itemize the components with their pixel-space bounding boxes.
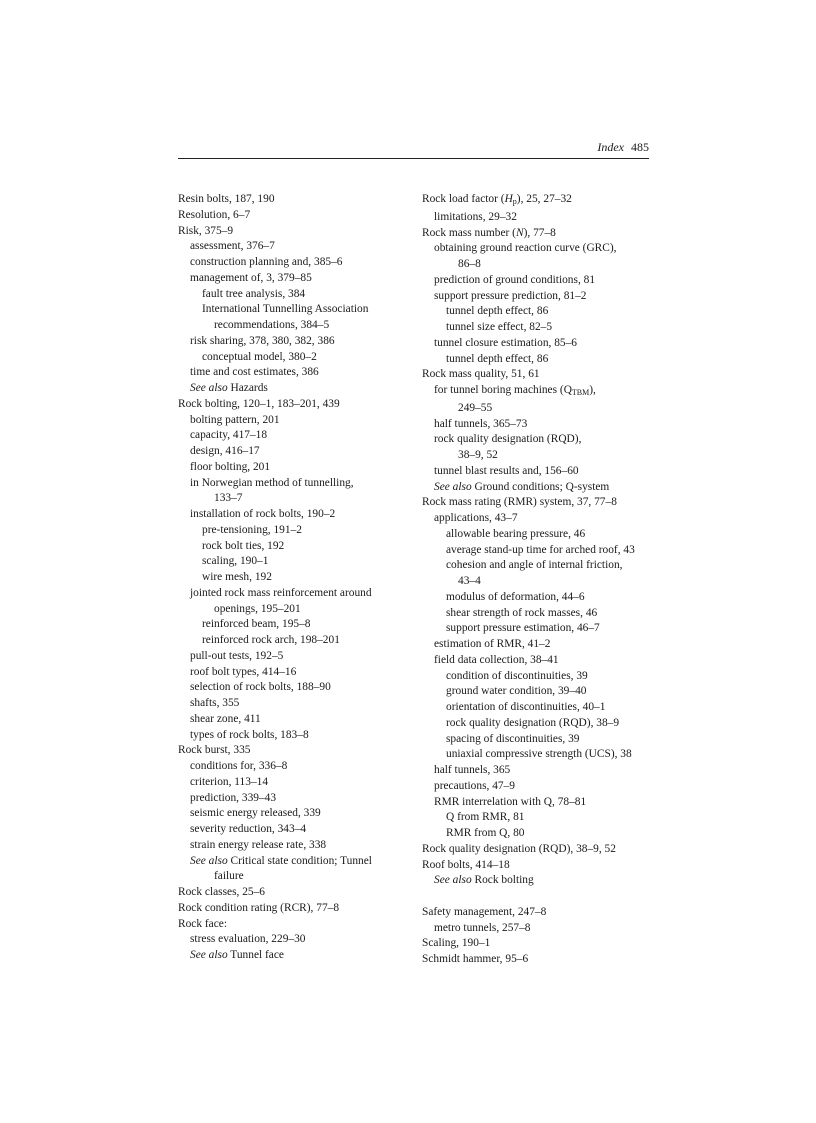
entry-italic: H	[504, 193, 513, 205]
entry-text: metro tunnels, 257–8	[434, 921, 531, 934]
entry-text: applications, 43–7	[434, 512, 518, 524]
index-entry	[422, 448, 652, 464]
index-entry	[422, 873, 652, 889]
index-entry	[422, 810, 652, 826]
index-entry	[178, 948, 410, 964]
index-entry	[178, 397, 410, 413]
entry-text: RMR from Q, 80	[446, 827, 525, 839]
entry-text: prediction, 339–43	[190, 791, 277, 804]
index-entry	[422, 527, 652, 543]
index-entry	[178, 806, 410, 822]
entry-text: Tunnel face	[227, 949, 284, 961]
entry-text: bolting pattern, 201	[190, 413, 280, 426]
entry-text: precautions, 47–9	[434, 779, 515, 792]
entry-text: jointed rock mass reinforcement around	[190, 586, 372, 599]
index-entry	[178, 633, 410, 649]
index-entry	[422, 795, 652, 811]
index-entry	[422, 732, 652, 748]
index-entry	[178, 271, 410, 287]
entry-text: RMR interrelation with Q, 78–81	[434, 795, 587, 808]
index-entry	[178, 665, 410, 681]
index-entry	[178, 350, 410, 366]
entry-text: support pressure prediction, 81–2	[434, 289, 587, 302]
index-entry	[178, 680, 410, 696]
index-entry	[178, 728, 410, 744]
entry-text: Schmidt hammer, 95–6	[422, 953, 529, 965]
entry-text: installation of rock bolts, 190–2	[190, 508, 336, 520]
index-entry	[178, 460, 410, 476]
index-entry	[178, 302, 410, 318]
entry-text: tunnel closure estimation, 85–6	[434, 336, 577, 349]
entry-text: Rock condition rating (RCR), 77–8	[178, 901, 340, 914]
entry-text: Rock quality designation (RQD), 38–9, 52	[422, 842, 616, 855]
entry-text: average stand-up time for arched roof, 43	[446, 543, 635, 556]
entry-text: management of, 3, 379–85	[190, 271, 312, 284]
entry-text: pull-out tests, 192–5	[190, 649, 284, 662]
page-number: 485	[631, 140, 649, 154]
index-entry	[422, 432, 652, 448]
index-entry	[178, 428, 410, 444]
entry-text: International Tunnelling Association	[202, 303, 369, 316]
entry-text: reinforced beam, 195–8	[202, 618, 311, 631]
entry-text: failure	[214, 870, 244, 883]
index-entry	[178, 239, 410, 255]
entry-text: Q from RMR, 81	[446, 811, 525, 824]
entry-text: rock bolt ties, 192	[202, 539, 285, 552]
entry-text: Roof bolts, 414–18	[422, 858, 510, 871]
entry-text: tunnel depth effect, 86	[446, 352, 549, 365]
index-entry	[178, 822, 410, 838]
index-entry	[178, 586, 410, 602]
entry-text: modulus of deformation, 44–6	[446, 590, 585, 603]
entry-text: cohesion and angle of internal friction,	[446, 559, 623, 572]
index-entry	[178, 570, 410, 586]
entry-text: floor bolting, 201	[190, 460, 271, 473]
index-entry	[422, 842, 652, 858]
index-entry	[422, 637, 652, 653]
entry-text: support pressure estimation, 46–7	[446, 622, 600, 635]
entry-subscript: p	[512, 197, 517, 206]
entry-text: design, 416–17	[190, 445, 260, 457]
entry-text: condition of discontinuities, 39	[446, 669, 588, 682]
entry-text: recommendations, 384–5	[214, 319, 330, 331]
entry-text: construction planning and, 385–6	[190, 256, 343, 268]
index-entry	[178, 192, 410, 208]
entry-text: rock quality designation (RQD),	[434, 433, 582, 446]
entry-text: allowable bearing pressure, 46	[446, 527, 586, 540]
entry-text: scaling, 190–1	[202, 555, 269, 568]
index-entry	[178, 255, 410, 271]
index-entry	[422, 653, 652, 669]
entry-text: ground water condition, 39–40	[446, 685, 587, 698]
entry-text: ),	[589, 384, 596, 396]
index-entry	[422, 480, 652, 496]
index-entry	[178, 932, 410, 948]
entry-text: conceptual model, 380–2	[202, 350, 317, 363]
entry-text: ), 77–8	[523, 226, 556, 239]
index-entry	[422, 716, 652, 732]
entry-text: Rock load factor (	[422, 193, 505, 205]
entry-text: severity reduction, 343–4	[190, 823, 307, 835]
index-entry	[422, 921, 652, 937]
index-entry	[178, 917, 410, 933]
entry-text: shafts, 355	[190, 697, 240, 709]
index-entry	[178, 901, 410, 917]
index-entry	[178, 649, 410, 665]
entry-text: openings, 195–201	[214, 602, 301, 615]
index-entry	[422, 210, 652, 226]
entry-text: 38–9, 52	[458, 449, 498, 461]
entry-text: assessment, 376–7	[190, 240, 275, 253]
index-entry	[422, 590, 652, 606]
index-entry	[422, 543, 652, 559]
entry-text: Risk, 375–9	[178, 224, 234, 237]
entry-text: field data collection, 38–41	[434, 653, 559, 666]
index-entry	[422, 684, 652, 700]
index-entry	[422, 273, 652, 289]
index-entry	[422, 336, 652, 352]
entry-text: types of rock bolts, 183–8	[190, 728, 309, 741]
entry-text: obtaining ground reaction curve (GRC),	[434, 242, 617, 255]
entry-text: tunnel size effect, 82–5	[446, 321, 553, 333]
entry-text: seismic energy released, 339	[190, 807, 321, 820]
index-entry	[178, 523, 410, 539]
index-entry	[178, 602, 410, 618]
entry-text: Rock face:	[178, 917, 228, 930]
entry-italic: N	[515, 226, 524, 239]
index-entry	[178, 444, 410, 460]
entry-text: tunnel blast results and, 156–60	[434, 464, 579, 477]
index-entry	[422, 352, 652, 368]
index-entry	[422, 257, 652, 273]
entry-text: wire mesh, 192	[202, 571, 272, 583]
index-entry	[422, 304, 652, 320]
index-entry	[422, 226, 652, 242]
index-column-right	[422, 192, 652, 968]
entry-text: Rock mass rating (RMR) system, 37, 77–8	[422, 496, 617, 509]
index-entry	[422, 464, 652, 480]
index-entry	[422, 367, 652, 383]
index-entry	[422, 763, 652, 779]
index-entry	[422, 700, 652, 716]
entry-text: Rock bolting	[471, 874, 534, 887]
entry-text: time and cost estimates, 386	[190, 366, 319, 379]
entry-italic: See also	[190, 382, 228, 394]
entry-text: Rock mass quality, 51, 61	[422, 368, 540, 381]
index-entry	[178, 381, 410, 397]
header-label: Index	[597, 140, 624, 154]
entry-text: for tunnel boring machines (Q	[434, 384, 572, 396]
index-entry	[178, 224, 410, 240]
index-entry	[178, 743, 410, 759]
index-entry	[178, 476, 410, 492]
index-entry	[178, 617, 410, 633]
index-entry	[422, 558, 652, 574]
entry-text: Hazards	[227, 382, 268, 394]
index-entry	[178, 491, 410, 507]
entry-text: Ground conditions; Q-system	[471, 480, 610, 493]
index-entry	[178, 775, 410, 791]
entry-text: selection of rock bolts, 188–90	[190, 681, 331, 694]
index-entry	[178, 712, 410, 728]
entry-text: strain energy release rate, 338	[190, 838, 327, 851]
index-entry	[178, 334, 410, 350]
index-entry	[422, 905, 652, 921]
entry-text: Rock burst, 335	[178, 744, 251, 757]
index-entry	[178, 554, 410, 570]
index-entry	[422, 511, 652, 527]
entry-text: rock quality designation (RQD), 38–9	[446, 716, 620, 729]
entry-text: Rock mass number (	[422, 226, 516, 239]
entry-text: limitations, 29–32	[434, 210, 517, 223]
index-entry	[422, 417, 652, 433]
entry-italic: See also	[190, 854, 228, 867]
index-entry	[422, 289, 652, 305]
entry-subscript: TBM	[571, 388, 590, 397]
entry-text: Scaling, 190–1	[422, 937, 491, 950]
index-entry	[422, 747, 652, 763]
index-entry	[178, 696, 410, 712]
entry-text: orientation of discontinuities, 40–1	[446, 701, 606, 713]
entry-text: capacity, 417–18	[190, 429, 268, 442]
header-rule	[178, 158, 649, 159]
index-entry	[422, 383, 652, 401]
index-entry	[422, 936, 652, 952]
index-entry	[178, 869, 410, 885]
entry-text: roof bolt types, 414–16	[190, 665, 297, 678]
entry-text: reinforced rock arch, 198–201	[202, 634, 340, 646]
entry-text: Rock classes, 25–6	[178, 886, 265, 898]
index-entry	[178, 539, 410, 555]
entry-text: 133–7	[214, 492, 243, 505]
entry-text: Resin bolts, 187, 190	[178, 193, 275, 205]
index-entry	[422, 241, 652, 257]
entry-text: stress evaluation, 229–30	[190, 933, 306, 946]
entry-text: Critical state condition; Tunnel	[227, 854, 372, 867]
entry-text: 249–55	[458, 401, 493, 414]
index-entry	[422, 952, 652, 968]
entry-text: conditions for, 336–8	[190, 760, 288, 772]
entry-text: Rock bolting, 120–1, 183–201, 439	[178, 397, 340, 410]
index-entry	[422, 858, 652, 874]
entry-text: in Norwegian method of tunnelling,	[190, 476, 354, 489]
index-entry	[178, 838, 410, 854]
index-entry	[178, 287, 410, 303]
entry-text: Resolution, 6–7	[178, 208, 251, 221]
entry-text: pre-tensioning, 191–2	[202, 523, 302, 536]
index-entry	[422, 574, 652, 590]
index-entry	[422, 826, 652, 842]
index-entry	[422, 606, 652, 622]
index-entry	[178, 507, 410, 523]
entry-text: 43–4	[458, 575, 481, 587]
index-entry	[178, 885, 410, 901]
index-entry	[422, 779, 652, 795]
entry-text: fault tree analysis, 384	[202, 287, 306, 300]
entry-text: 86–8	[458, 258, 481, 270]
entry-text: half tunnels, 365–73	[434, 417, 528, 430]
entry-text: estimation of RMR, 41–2	[434, 638, 551, 650]
index-entry	[422, 192, 652, 210]
entry-text: prediction of ground conditions, 81	[434, 273, 596, 286]
entry-text: shear strength of rock masses, 46	[446, 606, 598, 619]
entry-text: shear zone, 411	[190, 712, 261, 725]
index-entry	[422, 495, 652, 511]
index-entry	[178, 318, 410, 334]
index-entry	[178, 854, 410, 870]
entry-text: Safety management, 247–8	[422, 905, 547, 918]
entry-text: tunnel depth effect, 86	[446, 305, 549, 318]
index-entry	[178, 208, 410, 224]
running-header	[178, 139, 649, 157]
index-column-left	[178, 192, 410, 964]
entry-italic: See also	[190, 949, 228, 961]
index-entry	[178, 413, 410, 429]
section-gap	[422, 889, 652, 905]
entry-text: spacing of discontinuities, 39	[446, 732, 580, 745]
entry-text: ), 25, 27–32	[516, 193, 572, 205]
entry-text: criterion, 113–14	[190, 775, 269, 788]
index-entry	[422, 669, 652, 685]
index-entry	[422, 401, 652, 417]
index-entry	[422, 621, 652, 637]
entry-text: half tunnels, 365	[434, 764, 511, 776]
entry-text: uniaxial compressive strength (UCS), 38	[446, 748, 632, 761]
index-entry	[178, 759, 410, 775]
index-entry	[178, 365, 410, 381]
entry-italic: See also	[434, 874, 472, 887]
entry-text: risk sharing, 378, 380, 382, 386	[190, 334, 335, 347]
index-entry	[178, 791, 410, 807]
entry-italic: See also	[434, 480, 472, 493]
index-entry	[422, 320, 652, 336]
